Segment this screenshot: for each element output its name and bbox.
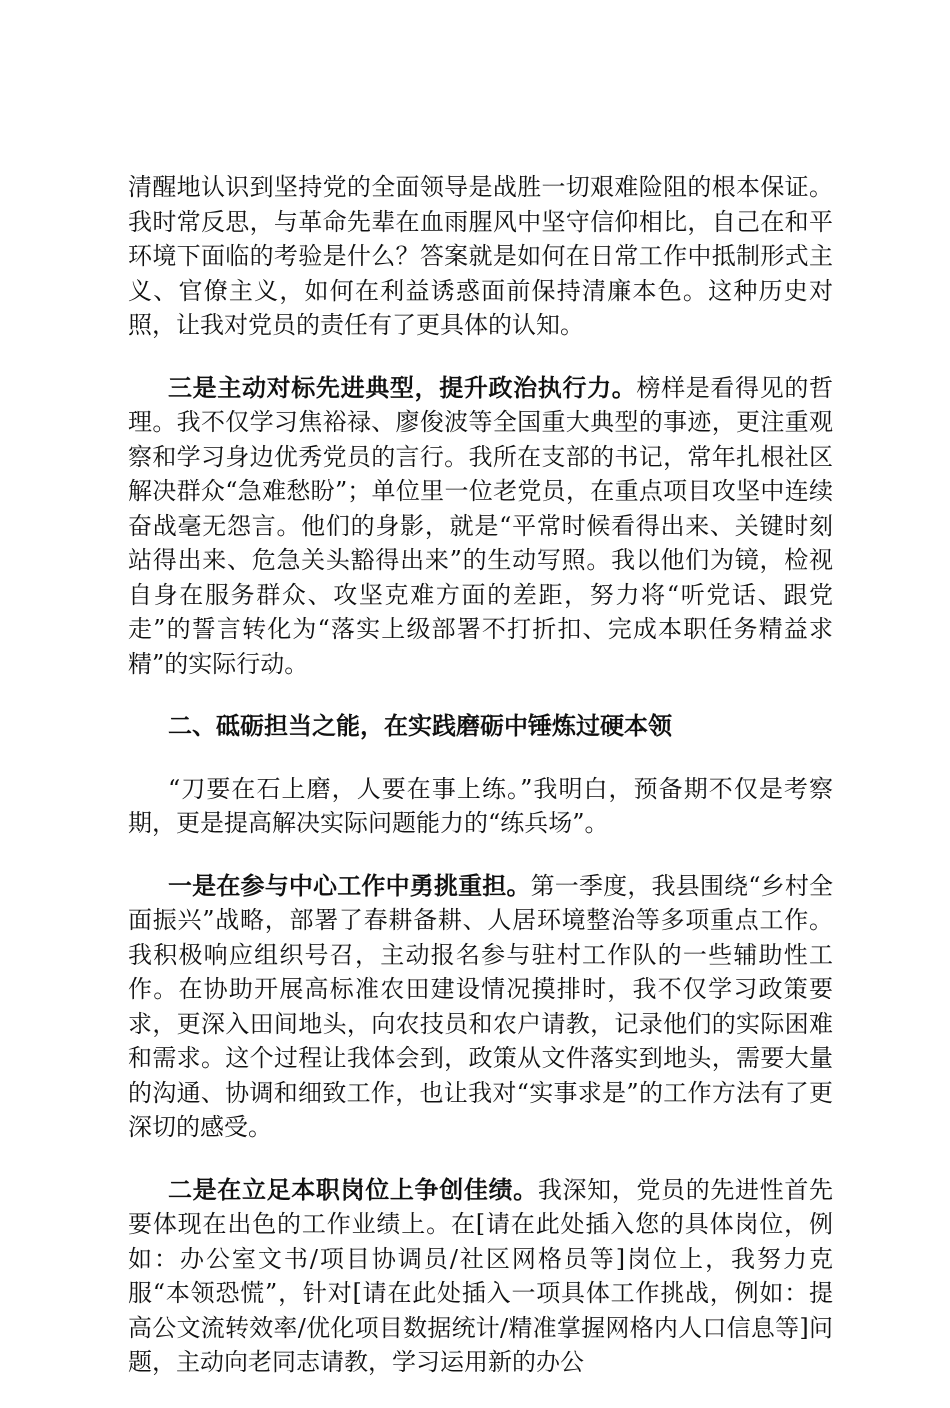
paragraph-lead: 二是在立足本职岗位上争创佳绩。 bbox=[168, 1174, 538, 1204]
paragraph-text: 清醒地认识到坚持党的全面领导是战胜一切艰难险阻的根本保证。我时常反思，与革命先辈在血雨腥风中坚守信仰相比，自己在和平环境下面临的考验是什么？答案就是如何在日常工作中抵制形式主义、官僚主义，如何在利益诱惑面前保持清廉本色。这种历史对照，让我对党员的责任有了更具体的认知。 bbox=[128, 173, 833, 339]
paragraph-lead: 一是在参与中心工作中勇挑重担。 bbox=[168, 870, 531, 900]
paragraph-own-post bbox=[128, 1173, 833, 1380]
paragraph-text: 我深知，党员的先进性首先要体现在出色的工作业绩上。在[请在此处插入您的具体岗位，例如：办公室文书/项目协调员/社区网格员等]岗位上，我努力克服“本领恐慌”，针对[请在此处插入一项具体工作挑战，例如：提高公文流转效率/优化项目数据统计/精准掌握网格内人口信息等]问题，主动向老同志请教，学习运用新的办公 bbox=[128, 1175, 834, 1376]
paragraph-intro-quote bbox=[128, 772, 833, 841]
paragraph-central-work bbox=[128, 869, 833, 1145]
paragraph-text: 第一季度，我县围绕“乡村全面振兴”战略，部署了春耕备耕、人居环境整治等多项重点工作。我积极响应组织号召，主动报名参与驻村工作队的一些辅助性工作。在协助开展高标准农田建设情况摸排时，我不仅学习政策要求，更深入田间地头，向农技员和农户请教，记录他们的实际困难和需求。这个过程让我体会到，政策从文件落实到地头，需要大量的沟通、协调和细致工作，也让我对“实事求是”的工作方法有了更深切的感受。 bbox=[128, 871, 833, 1141]
paragraph-role-models bbox=[128, 371, 833, 682]
paragraph-text: 榜样是看得见的哲理。我不仅学习焦裕禄、廖俊波等全国重大典型的事迹，更注重观察和学习身边优秀党员的言行。我所在支部的书记，常年扎根社区解决群众“急难愁盼”；单位里一位老党员，在重点项目攻坚中连续奋战毫无怨言。他们的身影，就是“平常时候看得出来、关键时刻站得出来、危急关头豁得出来”的生动写照。我以他们为镜，检视自身在服务群众、攻坚克难方面的差距，努力将“听党话、跟党走”的誓言转化为“落实上级部署不打折扣、完成本职任务精益求精”的实际行动。 bbox=[128, 373, 833, 678]
document-body bbox=[128, 170, 833, 1408]
paragraph-lead: 三是主动对标先进典型，提升政治执行力。 bbox=[168, 372, 637, 402]
paragraph-text: “刀要在石上磨，人要在事上练。”我明白，预备期不仅是考察期，更是提高解决实际问题能力的“练兵场”。 bbox=[128, 774, 833, 837]
paragraph-continued bbox=[128, 170, 833, 343]
section-heading: 二、砥砺担当之能，在实践磨砺中锤炼过硬本领 bbox=[168, 711, 672, 740]
